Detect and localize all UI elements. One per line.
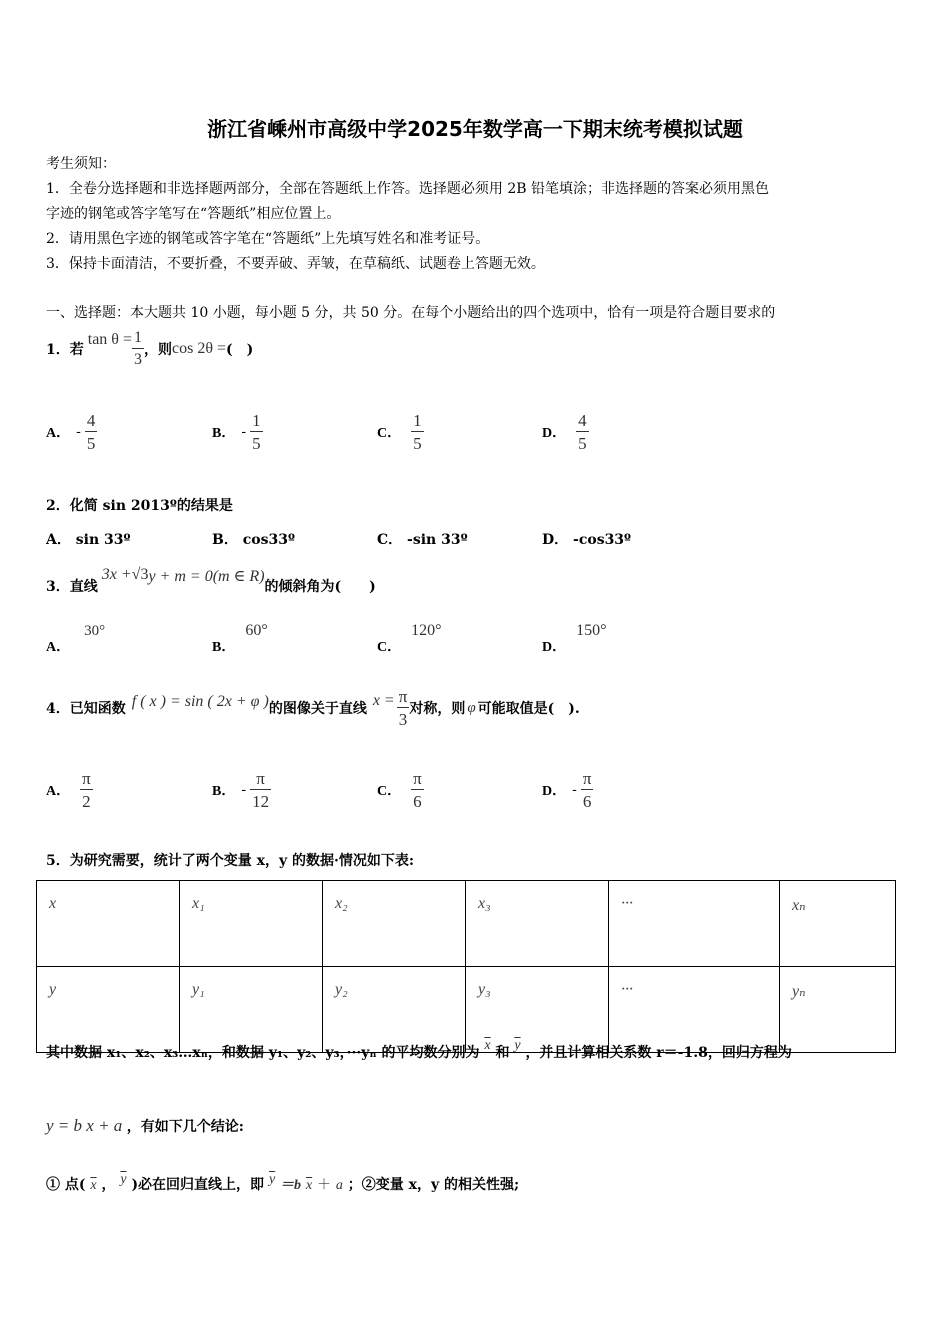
frac-den: 5 <box>250 431 263 452</box>
option-text: 120° <box>411 622 442 639</box>
option-label: C． <box>377 784 402 799</box>
q3-option-a[interactable] <box>46 620 106 655</box>
q2-option-a[interactable] <box>46 529 131 549</box>
option-label: A． <box>46 640 71 655</box>
question-2: 2．化简 sin 2013º的结果是 <box>46 498 233 514</box>
c1-end: ；②变量 x，y 的相关性强; <box>347 1177 520 1193</box>
table-cell: x₂ <box>323 881 466 967</box>
table-cell: y₁ <box>180 967 323 1053</box>
q1-frac-den: 3 <box>132 348 144 368</box>
q2-option-b[interactable] <box>212 529 295 549</box>
q1-cos: cos 2θ = <box>171 340 226 357</box>
q1-option-c[interactable] <box>377 408 424 456</box>
frac-num: π <box>413 769 422 788</box>
q5-regression <box>46 1116 244 1136</box>
option-label: A． <box>46 426 71 441</box>
table-cell: y₃ <box>466 967 609 1053</box>
option-text: sin 33º <box>75 532 131 548</box>
c1-comma: ， <box>101 1177 116 1193</box>
q4-option-c[interactable] <box>377 766 424 814</box>
option-label: D． <box>542 532 569 548</box>
q1-mid: ，则 <box>143 342 172 358</box>
option-label: D． <box>542 640 567 655</box>
q3-option-d[interactable] <box>542 620 607 655</box>
q4-end: 可能取值是( ). <box>477 701 580 717</box>
q4-options <box>46 766 906 814</box>
c1-plus: ＋ <box>317 1178 331 1193</box>
option-label: B． <box>212 426 236 441</box>
option-label: C． <box>377 532 403 548</box>
q3-option-b[interactable] <box>212 620 268 655</box>
q1-option-a[interactable] <box>46 408 97 456</box>
q5-conclusion-1 <box>46 1174 519 1194</box>
q4-option-a[interactable] <box>46 766 93 814</box>
c1-x-bar: $\overline{x}$ <box>90 1178 97 1193</box>
table-row-y <box>37 967 896 1053</box>
frac-den: 2 <box>80 789 93 810</box>
option-text: cos33º <box>242 532 295 548</box>
option-sign: - <box>241 424 247 440</box>
q3-end: 的倾斜角为( ) <box>264 579 376 595</box>
q1-option-d[interactable] <box>542 408 589 456</box>
option-sign: - <box>76 424 81 440</box>
option-text: 150° <box>576 622 607 639</box>
q5-line1-text: 其中数据 x₁、x₂、x₃…xₙ，和数据 y₁、y₂、y₃，···yₙ 的平均数分别为 <box>46 1045 480 1061</box>
option-label: A． <box>46 784 71 799</box>
q1-number: 1．若 <box>46 342 84 358</box>
q3-number: 3．直线 <box>46 579 98 595</box>
option-label: C． <box>377 640 402 655</box>
q4-mid2: 对称，则 <box>409 701 466 717</box>
frac-num: 1 <box>252 411 261 430</box>
option-label: D． <box>542 784 567 799</box>
frac-num: 4 <box>86 411 96 430</box>
q4-number: 4．已知函数 <box>46 701 126 717</box>
option-label: A． <box>46 532 71 548</box>
question-5: 5．为研究需要，统计了两个变量 x，y 的数据·情况如下表: <box>46 853 415 869</box>
q4-phi: φ <box>467 699 476 716</box>
table-cell: x₁ <box>180 881 323 967</box>
q5-and: 和 <box>495 1045 510 1061</box>
c1-start: ① 点( <box>46 1177 86 1193</box>
notice-line-1: 1．全卷分选择题和非选择题两部分，全部在答题纸上作答。选择题必须用 2B 铅笔填涂；非选择题的答案必须用黑色 <box>46 181 769 197</box>
q1-end: ( ) <box>226 342 254 358</box>
regression-equation: y = b x + a <box>46 1116 123 1135</box>
q1-tan: tan θ = <box>87 331 132 348</box>
q5-paragraph-1 <box>46 1038 792 1062</box>
option-sign: - <box>572 782 577 798</box>
frac-den: 3 <box>397 707 410 728</box>
option-label: B． <box>212 784 236 799</box>
notice-line-3: 3．保持卡面清洁，不要折叠，不要弄破、弄皱，在草稿纸、试题卷上答题无效。 <box>46 256 545 272</box>
page-title: 浙江省嵊州市高级中学2025年数学高一下期末统考模拟试题 <box>207 117 743 141</box>
table-cell: y₂ <box>323 967 466 1053</box>
c1-mid: )必在回归直线上，即 <box>131 1177 265 1193</box>
q2-option-d[interactable] <box>542 529 631 549</box>
frac-den: 5 <box>85 431 98 452</box>
q2-option-c[interactable] <box>377 529 468 549</box>
q4-fraction <box>397 688 410 728</box>
table-cell: yₙ <box>780 967 896 1053</box>
q4-function: f ( x ) = sin ( 2x + φ ) <box>131 693 269 710</box>
q3-sqrt: √3 <box>131 566 149 583</box>
table-cell: x <box>37 881 180 967</box>
option-text: -cos33º <box>573 532 632 548</box>
option-text: 60° <box>245 622 268 639</box>
q4-option-d[interactable] <box>542 766 593 814</box>
frac-num: π <box>82 769 91 788</box>
c1-eq: ＝b <box>280 1178 302 1193</box>
frac-num: π <box>256 769 265 788</box>
y-bar: $\overline{y}$ <box>514 1038 521 1053</box>
q5-line1-end: ，并且计算相关系数 r＝-1.8，回归方程为 <box>525 1045 792 1061</box>
q1-options <box>46 408 906 456</box>
q1-frac-num: 1 <box>133 329 142 346</box>
table-row-x <box>37 881 896 967</box>
c1-x-bar-2: $\overline{x}$ <box>305 1178 313 1193</box>
q1-fraction <box>132 330 144 368</box>
c1-y-bar-2: $\overline{y}$ <box>268 1172 276 1187</box>
c1-a-hat: a <box>335 1178 343 1193</box>
frac-den: 6 <box>411 789 424 810</box>
frac-num: 1 <box>413 411 422 430</box>
table-cell: ··· <box>609 967 780 1053</box>
notice-line-1b: 字迹的钢笔或答字笔写在“答题纸”相应位置上。 <box>46 206 341 222</box>
q4-mid: 的图像关于直线 <box>268 701 367 717</box>
q3-option-c[interactable] <box>377 620 442 655</box>
table-cell: x₃ <box>466 881 609 967</box>
table-cell: xₙ <box>780 881 896 967</box>
question-1 <box>46 326 253 372</box>
question-4 <box>46 684 580 732</box>
x-bar: $\overline{x}$ <box>484 1038 491 1053</box>
notice-line-2: 2．请用黑色字迹的钢笔或答字笔在“答题纸”上先填写姓名和准考证号。 <box>46 231 490 247</box>
option-text: -sin 33º <box>407 532 468 548</box>
option-sign: - <box>241 782 247 798</box>
option-label: B． <box>212 640 236 655</box>
frac-den: 12 <box>250 789 271 810</box>
frac-den: 5 <box>576 431 589 452</box>
option-text: 30° <box>84 623 106 639</box>
table-cell: ··· <box>609 881 780 967</box>
frac-den: 6 <box>581 789 594 810</box>
data-table <box>36 880 896 1053</box>
frac-num: 4 <box>578 411 587 430</box>
option-label: D． <box>542 426 567 441</box>
frac-num: π <box>582 769 592 788</box>
q4-option-b[interactable] <box>212 766 271 814</box>
q1-option-b[interactable] <box>212 408 263 456</box>
notice-heading: 考生须知： <box>46 156 116 172</box>
question-3 <box>46 566 376 596</box>
section-heading: 一、选择题：本大题共 10 小题，每小题 5 分，共 50 分。在每个小题给出的四个选项中，恰有一项是符合题目要求的 <box>46 305 776 321</box>
option-label: B． <box>212 532 238 548</box>
q5-reg-end: ，有如下几个结论: <box>126 1119 244 1135</box>
frac-num: π <box>398 687 408 706</box>
c1-y-bar: $\overline{y}$ <box>120 1172 127 1187</box>
q3-expr-b: y + m = 0(m ∈ R) <box>148 568 265 585</box>
frac-den: 5 <box>411 431 424 452</box>
option-label: C． <box>377 426 402 441</box>
table-cell: y <box>37 967 180 1053</box>
q3-expr-a: 3x + <box>101 566 132 583</box>
q4-x-eq: x = <box>372 692 395 709</box>
